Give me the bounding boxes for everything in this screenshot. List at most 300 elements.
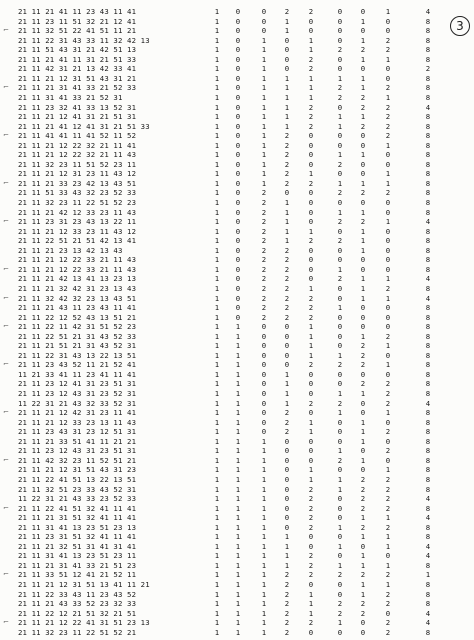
value-cell: 0 bbox=[385, 159, 391, 169]
value-cell: 1 bbox=[360, 331, 366, 341]
value-cell: 1 bbox=[261, 131, 267, 141]
value-cell: 8 bbox=[425, 455, 431, 465]
value-cell: 1 bbox=[235, 513, 241, 523]
value-cell: 0 bbox=[385, 26, 391, 36]
code-sequence: 21 11 22 12 21 51 32 21 51 bbox=[18, 608, 137, 618]
value-cell: 1 bbox=[284, 92, 290, 102]
value-cell: 1 bbox=[235, 551, 241, 561]
circled-page-number-text: 3 bbox=[456, 19, 464, 33]
value-cell: 2 bbox=[385, 398, 391, 408]
value-cell: 2 bbox=[308, 484, 314, 494]
code-sequence: 21 11 23 31 23 43 13 22 11 bbox=[18, 217, 137, 227]
value-cell: 0 bbox=[308, 541, 314, 551]
code-sequence: 21 11 32 51 22 41 51 11 21 bbox=[18, 26, 137, 36]
code-sequence: 21 11 21 33 51 41 11 21 21 bbox=[18, 436, 137, 446]
value-cell: 2 bbox=[385, 522, 391, 532]
value-cell: 2 bbox=[385, 570, 391, 580]
value-cell: 1 bbox=[214, 102, 220, 112]
value-cell: 2 bbox=[337, 217, 343, 227]
margin-mark bbox=[3, 227, 9, 236]
value-cell: 1 bbox=[337, 474, 343, 484]
code-sequence: 21 11 23 43 52 11 21 52 41 bbox=[18, 360, 137, 370]
code-sequence: 21 11 32 51 23 33 43 52 31 bbox=[18, 484, 137, 494]
value-cell: 1 bbox=[214, 513, 220, 523]
table-row bbox=[0, 609, 474, 618]
value-cell: 0 bbox=[337, 322, 343, 332]
value-cell: 2 bbox=[385, 599, 391, 609]
value-cell: 1 bbox=[308, 341, 314, 351]
value-cell: 0 bbox=[235, 255, 241, 265]
value-cell: 0 bbox=[337, 169, 343, 179]
code-sequence: 21 11 23 32 41 33 13 52 31 bbox=[18, 102, 137, 112]
value-cell: 0 bbox=[308, 245, 314, 255]
value-cell: 0 bbox=[235, 64, 241, 74]
margin-mark: ⌐ bbox=[3, 618, 9, 627]
value-cell: 8 bbox=[425, 131, 431, 141]
value-cell: 0 bbox=[385, 207, 391, 217]
value-cell: 1 bbox=[360, 226, 366, 236]
value-cell: 0 bbox=[308, 369, 314, 379]
table-row bbox=[0, 418, 474, 427]
value-cell: 4 bbox=[425, 494, 431, 504]
value-cell: 2 bbox=[308, 513, 314, 523]
value-cell: 1 bbox=[214, 159, 220, 169]
table-row bbox=[0, 628, 474, 637]
value-cell: 2 bbox=[385, 379, 391, 389]
value-cell: 2 bbox=[308, 64, 314, 74]
value-cell: 1 bbox=[214, 207, 220, 217]
value-cell: 0 bbox=[385, 198, 391, 207]
value-cell: 0 bbox=[385, 455, 391, 465]
table-row bbox=[0, 45, 474, 54]
value-cell: 1 bbox=[308, 417, 314, 427]
value-cell: 0 bbox=[337, 26, 343, 36]
value-cell: 1 bbox=[214, 580, 220, 589]
code-sequence: 21 11 21 12 22 32 21 11 41 bbox=[18, 140, 137, 150]
value-cell: 1 bbox=[261, 159, 267, 169]
value-cell: 1 bbox=[385, 140, 391, 150]
value-cell: 2 bbox=[360, 102, 366, 112]
code-sequence: 21 11 51 43 31 21 42 51 13 bbox=[18, 45, 137, 55]
value-cell: 2 bbox=[261, 303, 267, 313]
value-cell: 2 bbox=[261, 312, 267, 322]
value-cell: 1 bbox=[360, 580, 366, 589]
value-cell: 2 bbox=[284, 293, 290, 303]
margin-mark bbox=[3, 93, 9, 102]
value-cell: 1 bbox=[385, 217, 391, 227]
value-cell: 1 bbox=[235, 532, 241, 542]
value-cell: 8 bbox=[425, 465, 431, 475]
margin-mark bbox=[3, 370, 9, 379]
value-cell: 8 bbox=[425, 560, 431, 570]
value-cell: 0 bbox=[337, 427, 343, 437]
value-cell: 2 bbox=[360, 484, 366, 494]
value-cell: 1 bbox=[214, 26, 220, 36]
value-cell: 1 bbox=[214, 360, 220, 370]
value-cell: 1 bbox=[261, 522, 267, 532]
margin-mark bbox=[3, 64, 9, 73]
value-cell: 8 bbox=[425, 92, 431, 102]
value-cell: 1 bbox=[214, 83, 220, 93]
margin-mark bbox=[3, 45, 9, 54]
value-cell: 0 bbox=[235, 92, 241, 102]
margin-mark bbox=[3, 255, 9, 264]
value-cell: 2 bbox=[308, 560, 314, 570]
value-cell: 0 bbox=[308, 379, 314, 389]
value-cell: 0 bbox=[337, 54, 343, 64]
code-sequence: 21 11 23 12 41 31 23 51 31 bbox=[18, 379, 137, 389]
value-cell: 4 bbox=[425, 541, 431, 551]
table-row bbox=[0, 332, 474, 341]
value-cell: 1 bbox=[261, 474, 267, 484]
margin-mark bbox=[3, 542, 9, 551]
value-cell: 2 bbox=[308, 54, 314, 64]
value-cell: 4 bbox=[425, 513, 431, 523]
value-cell: 0 bbox=[261, 26, 267, 36]
value-cell: 0 bbox=[235, 26, 241, 36]
value-cell: 2 bbox=[284, 408, 290, 418]
value-cell: 1 bbox=[214, 532, 220, 542]
value-cell: 1 bbox=[214, 92, 220, 102]
value-cell: 0 bbox=[308, 131, 314, 141]
value-cell: 1 bbox=[235, 608, 241, 618]
value-cell: 2 bbox=[308, 236, 314, 246]
value-cell: 1 bbox=[214, 379, 220, 389]
value-cell: 1 bbox=[337, 264, 343, 274]
value-cell: 2 bbox=[337, 159, 343, 169]
value-cell: 4 bbox=[425, 293, 431, 303]
value-cell: 0 bbox=[360, 140, 366, 150]
value-cell: 0 bbox=[308, 274, 314, 284]
value-cell: 1 bbox=[360, 436, 366, 446]
value-cell: 8 bbox=[425, 121, 431, 131]
value-cell: 0 bbox=[360, 312, 366, 322]
value-cell: 2 bbox=[261, 293, 267, 303]
value-cell: 0 bbox=[308, 26, 314, 36]
margin-mark: ⌐ bbox=[3, 360, 9, 369]
value-cell: 0 bbox=[360, 64, 366, 74]
value-cell: 8 bbox=[425, 436, 431, 446]
value-cell: 0 bbox=[261, 379, 267, 389]
value-cell: 1 bbox=[385, 54, 391, 64]
value-cell: 1 bbox=[261, 436, 267, 446]
value-cell: 1 bbox=[360, 150, 366, 160]
value-cell: 0 bbox=[284, 522, 290, 532]
margin-mark: ⌐ bbox=[3, 455, 9, 464]
value-cell: 1 bbox=[337, 541, 343, 551]
table-row bbox=[0, 341, 474, 350]
margin-mark bbox=[3, 609, 9, 618]
value-cell: 2 bbox=[308, 618, 314, 628]
value-cell: 1 bbox=[261, 35, 267, 45]
value-cell: 0 bbox=[261, 322, 267, 332]
value-cell: 1 bbox=[360, 35, 366, 45]
value-cell: 1 bbox=[308, 474, 314, 484]
value-cell: 2 bbox=[385, 188, 391, 198]
value-cell: 0 bbox=[284, 64, 290, 74]
value-cell: 1 bbox=[337, 150, 343, 160]
value-cell: 0 bbox=[261, 408, 267, 418]
value-cell: 1 bbox=[214, 627, 220, 637]
value-cell: 2 bbox=[284, 312, 290, 322]
value-cell: 2 bbox=[308, 522, 314, 532]
code-sequence: 21 11 31 41 13 23 51 23 13 bbox=[18, 522, 137, 532]
value-cell: 1 bbox=[261, 484, 267, 494]
value-cell: 1 bbox=[385, 7, 391, 16]
value-cell: 0 bbox=[284, 513, 290, 523]
value-cell: 0 bbox=[360, 618, 366, 628]
table-row bbox=[0, 485, 474, 494]
value-cell: 2 bbox=[308, 112, 314, 122]
value-cell: 1 bbox=[214, 131, 220, 141]
table-row bbox=[0, 122, 474, 131]
value-cell: 2 bbox=[284, 140, 290, 150]
code-sequence: 21 11 21 31 41 33 21 52 33 bbox=[18, 83, 137, 93]
value-cell: 0 bbox=[385, 369, 391, 379]
value-cell: 1 bbox=[214, 188, 220, 198]
value-cell: 1 bbox=[235, 322, 241, 332]
value-cell: 1 bbox=[214, 226, 220, 236]
value-cell: 8 bbox=[425, 236, 431, 246]
table-row bbox=[0, 389, 474, 398]
value-cell: 1 bbox=[337, 178, 343, 188]
table-row bbox=[0, 55, 474, 64]
value-cell: 1 bbox=[214, 274, 220, 284]
value-cell: 1 bbox=[385, 274, 391, 284]
value-cell: 1 bbox=[261, 513, 267, 523]
value-cell: 1 bbox=[284, 112, 290, 122]
value-cell: 0 bbox=[308, 455, 314, 465]
margin-mark: ⌐ bbox=[3, 408, 9, 417]
value-cell: 0 bbox=[261, 360, 267, 370]
value-cell: 8 bbox=[425, 532, 431, 542]
value-cell: 0 bbox=[385, 73, 391, 83]
value-cell: 0 bbox=[284, 474, 290, 484]
value-cell: 1 bbox=[235, 446, 241, 456]
value-cell: 1 bbox=[308, 427, 314, 437]
value-cell: 1 bbox=[261, 570, 267, 580]
value-cell: 1 bbox=[261, 589, 267, 599]
value-cell: 8 bbox=[425, 35, 431, 45]
value-cell: 0 bbox=[235, 236, 241, 246]
value-cell: 1 bbox=[261, 92, 267, 102]
value-cell: 1 bbox=[261, 64, 267, 74]
margin-mark bbox=[3, 475, 9, 484]
table-row bbox=[0, 590, 474, 599]
value-cell: 1 bbox=[284, 236, 290, 246]
table-row bbox=[0, 26, 474, 35]
table-row bbox=[0, 427, 474, 436]
value-cell: 0 bbox=[235, 112, 241, 122]
value-cell: 2 bbox=[337, 92, 343, 102]
margin-mark bbox=[3, 551, 9, 560]
value-cell: 2 bbox=[385, 589, 391, 599]
value-cell: 0 bbox=[385, 64, 391, 74]
value-cell: 1 bbox=[360, 274, 366, 284]
margin-mark bbox=[3, 427, 9, 436]
value-cell: 8 bbox=[425, 474, 431, 484]
code-sequence: 21 11 21 12 33 23 11 43 12 bbox=[18, 226, 137, 236]
value-cell: 1 bbox=[360, 455, 366, 465]
value-cell: 1 bbox=[214, 608, 220, 618]
code-sequence: 21 11 32 23 11 22 51 52 23 bbox=[18, 198, 137, 207]
margin-mark bbox=[3, 150, 9, 159]
value-cell: 0 bbox=[308, 150, 314, 160]
code-sequence: 21 11 21 12 22 41 31 51 23 13 bbox=[18, 618, 150, 628]
code-sequence: 21 11 21 43 11 23 43 11 41 bbox=[18, 303, 137, 313]
table-row bbox=[0, 141, 474, 150]
value-cell: 2 bbox=[308, 398, 314, 408]
value-cell: 2 bbox=[308, 360, 314, 370]
value-cell: 1 bbox=[337, 446, 343, 456]
value-cell: 1 bbox=[337, 207, 343, 217]
table-row bbox=[0, 475, 474, 484]
value-cell: 0 bbox=[385, 236, 391, 246]
code-sequence: 21 11 21 51 21 31 43 52 31 bbox=[18, 341, 137, 351]
margin-mark bbox=[3, 494, 9, 503]
value-cell: 0 bbox=[308, 140, 314, 150]
value-cell: 1 bbox=[337, 121, 343, 131]
value-cell: 0 bbox=[284, 188, 290, 198]
value-cell: 0 bbox=[360, 541, 366, 551]
value-cell: 1 bbox=[308, 73, 314, 83]
value-cell: 1 bbox=[235, 599, 241, 609]
code-sequence: 21 11 21 12 22 32 21 11 43 bbox=[18, 150, 137, 160]
value-cell: 0 bbox=[235, 16, 241, 26]
value-cell: 1 bbox=[261, 599, 267, 609]
value-cell: 1 bbox=[214, 618, 220, 628]
value-cell: 2 bbox=[284, 627, 290, 637]
value-cell: 8 bbox=[425, 83, 431, 93]
value-cell: 1 bbox=[284, 26, 290, 36]
table-row bbox=[0, 513, 474, 522]
value-cell: 2 bbox=[385, 283, 391, 293]
margin-mark bbox=[3, 523, 9, 532]
value-cell: 2 bbox=[261, 245, 267, 255]
value-cell: 8 bbox=[425, 255, 431, 265]
table-row bbox=[0, 303, 474, 312]
margin-mark: ⌐ bbox=[3, 26, 9, 35]
margin-mark bbox=[3, 160, 9, 169]
margin-mark bbox=[3, 399, 9, 408]
value-cell: 1 bbox=[337, 522, 343, 532]
value-cell: 8 bbox=[425, 73, 431, 83]
value-cell: 0 bbox=[235, 264, 241, 274]
margin-mark bbox=[3, 7, 9, 16]
value-cell: 1 bbox=[235, 627, 241, 637]
value-cell: 0 bbox=[337, 331, 343, 341]
value-cell: 2 bbox=[385, 618, 391, 628]
code-sequence: 21 11 21 32 51 31 41 31 41 bbox=[18, 541, 137, 551]
value-cell: 1 bbox=[284, 217, 290, 227]
value-cell: 1 bbox=[214, 369, 220, 379]
value-cell: 2 bbox=[337, 608, 343, 618]
value-cell: 1 bbox=[284, 207, 290, 217]
value-cell: 1 bbox=[214, 446, 220, 456]
value-cell: 1 bbox=[360, 54, 366, 64]
value-cell: 0 bbox=[337, 245, 343, 255]
value-cell: 0 bbox=[235, 45, 241, 55]
code-sequence: 21 11 21 12 31 51 43 31 21 bbox=[18, 73, 137, 83]
value-cell: 8 bbox=[425, 112, 431, 122]
value-cell: 0 bbox=[360, 169, 366, 179]
code-sequence: 21 11 22 41 51 13 22 13 51 bbox=[18, 474, 137, 484]
value-cell: 8 bbox=[425, 503, 431, 513]
value-cell: 1 bbox=[214, 465, 220, 475]
code-sequence: 21 11 21 12 31 51 43 31 23 bbox=[18, 465, 137, 475]
value-cell: 8 bbox=[425, 331, 431, 341]
value-cell: 1 bbox=[214, 474, 220, 484]
value-cell: 2 bbox=[360, 341, 366, 351]
value-cell: 1 bbox=[235, 589, 241, 599]
code-sequence: 21 11 21 43 33 52 23 32 33 bbox=[18, 599, 137, 609]
value-cell: 0 bbox=[284, 54, 290, 64]
value-cell: 8 bbox=[425, 427, 431, 437]
value-cell: 8 bbox=[425, 207, 431, 217]
value-cell: 1 bbox=[261, 532, 267, 542]
value-cell: 0 bbox=[360, 131, 366, 141]
value-cell: 0 bbox=[337, 503, 343, 513]
value-cell: 1 bbox=[261, 150, 267, 160]
value-cell: 1 bbox=[360, 83, 366, 93]
value-cell: 0 bbox=[337, 16, 343, 26]
table-row bbox=[0, 227, 474, 236]
value-cell: 1 bbox=[337, 112, 343, 122]
margin-mark bbox=[3, 332, 9, 341]
value-cell: 1 bbox=[261, 54, 267, 64]
value-cell: 2 bbox=[308, 303, 314, 313]
margin-mark: ⌐ bbox=[3, 322, 9, 331]
value-cell: 0 bbox=[284, 35, 290, 45]
value-cell: 0 bbox=[337, 532, 343, 542]
value-cell: 0 bbox=[385, 312, 391, 322]
table-row bbox=[0, 542, 474, 551]
value-cell: 1 bbox=[214, 350, 220, 360]
value-cell: 1 bbox=[235, 398, 241, 408]
margin-mark: ⌐ bbox=[3, 178, 9, 187]
value-cell: 0 bbox=[360, 264, 366, 274]
table-row bbox=[0, 618, 474, 627]
value-cell: 1 bbox=[214, 455, 220, 465]
value-cell: 1 bbox=[308, 35, 314, 45]
value-cell: 2 bbox=[337, 236, 343, 246]
value-cell: 8 bbox=[425, 627, 431, 637]
margin-mark: ⌐ bbox=[3, 570, 9, 579]
code-sequence: 21 11 22 41 51 32 41 11 41 bbox=[18, 503, 137, 513]
code-sequence: 21 11 21 41 11 23 43 11 41 bbox=[18, 7, 137, 16]
value-cell: 0 bbox=[235, 274, 241, 284]
value-cell: 2 bbox=[360, 379, 366, 389]
value-cell: 2 bbox=[284, 169, 290, 179]
value-cell: 1 bbox=[235, 465, 241, 475]
value-cell: 2 bbox=[284, 427, 290, 437]
value-cell: 0 bbox=[235, 102, 241, 112]
value-cell: 2 bbox=[385, 83, 391, 93]
margin-mark bbox=[3, 141, 9, 150]
value-cell: 1 bbox=[284, 102, 290, 112]
value-cell: 8 bbox=[425, 312, 431, 322]
value-cell: 1 bbox=[261, 73, 267, 83]
margin-mark bbox=[3, 513, 9, 522]
table-row bbox=[0, 370, 474, 379]
value-cell: 2 bbox=[385, 102, 391, 112]
value-cell: 1 bbox=[214, 150, 220, 160]
value-cell: 2 bbox=[284, 580, 290, 589]
value-cell: 1 bbox=[235, 427, 241, 437]
value-cell: 2 bbox=[308, 178, 314, 188]
value-cell: 1 bbox=[214, 54, 220, 64]
table-row bbox=[0, 265, 474, 274]
